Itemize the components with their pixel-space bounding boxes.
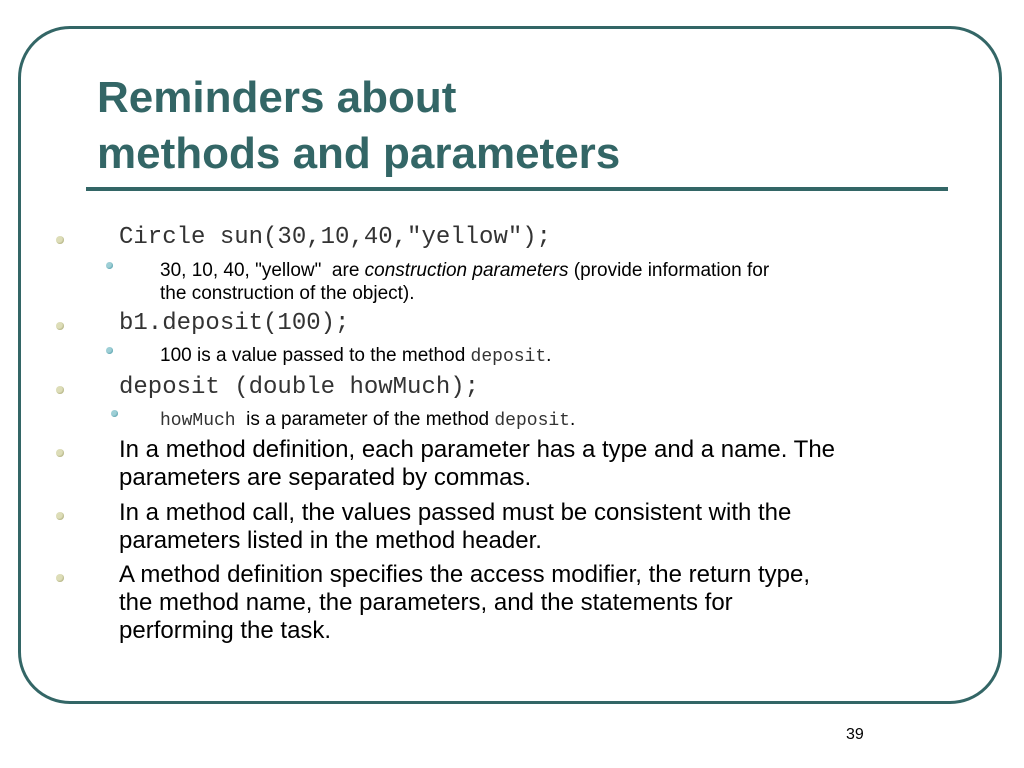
- bullet-dot: [56, 322, 64, 330]
- sub-item-period: .: [546, 345, 552, 366]
- code-line-deposit-signature: deposit (double howMuch);: [119, 374, 480, 401]
- item-method-call-line-2: parameters listed in the method header.: [119, 527, 542, 554]
- sub-item-text-continued: the construction of the object).: [160, 283, 415, 304]
- item-method-definition-line-1: In a method definition, each parameter has a type and a name. The: [119, 436, 836, 463]
- sub-item-construction-parameters: [160, 259, 769, 282]
- emphasis-construction-parameters: construction parameters: [364, 260, 569, 281]
- page-number: 39: [846, 726, 864, 743]
- code-line-circle-sun: Circle sun(30,10,40,"yellow");: [119, 224, 552, 251]
- bullet-dot: [56, 449, 64, 457]
- sub-item-text: (provide information for: [568, 260, 770, 281]
- title-line-1: Reminders about: [97, 73, 457, 122]
- bullet-dot: [56, 236, 64, 244]
- sub-item-value-passed: [160, 344, 551, 369]
- bullet-dot: [56, 574, 64, 582]
- inline-code-howmuch: howMuch: [160, 411, 236, 431]
- sub-item-text: 30, 10, 40, "yellow" are: [160, 260, 365, 281]
- item-method-definition-line-2: parameters are separated by commas.: [119, 464, 532, 491]
- item-method-call-line-1: In a method call, the values passed must be consistent with the: [119, 499, 792, 526]
- sub-item-period: .: [570, 409, 576, 430]
- sub-bullet-dot: [111, 410, 118, 417]
- sub-bullet-dot: [106, 262, 113, 269]
- bullet-dot: [56, 512, 64, 520]
- sub-item-parameter-of-method: [160, 408, 575, 433]
- sub-bullet-dot: [106, 347, 113, 354]
- item-definition-specifies-line-3: performing the task.: [119, 617, 332, 644]
- bullet-dot: [56, 386, 64, 394]
- item-definition-specifies-line-2: the method name, the parameters, and the statements for: [119, 589, 733, 616]
- item-definition-specifies-line-1: A method definition specifies the access modifier, the return type,: [119, 561, 811, 588]
- sub-item-text: 100 is a value passed to the method: [160, 345, 471, 366]
- code-line-deposit-call: b1.deposit(100);: [119, 310, 350, 337]
- inline-code-deposit: deposit: [470, 347, 547, 367]
- title-line-2: methods and parameters: [97, 129, 621, 178]
- inline-code-deposit: deposit: [494, 411, 570, 431]
- sub-item-text: is a parameter of the method: [235, 409, 495, 430]
